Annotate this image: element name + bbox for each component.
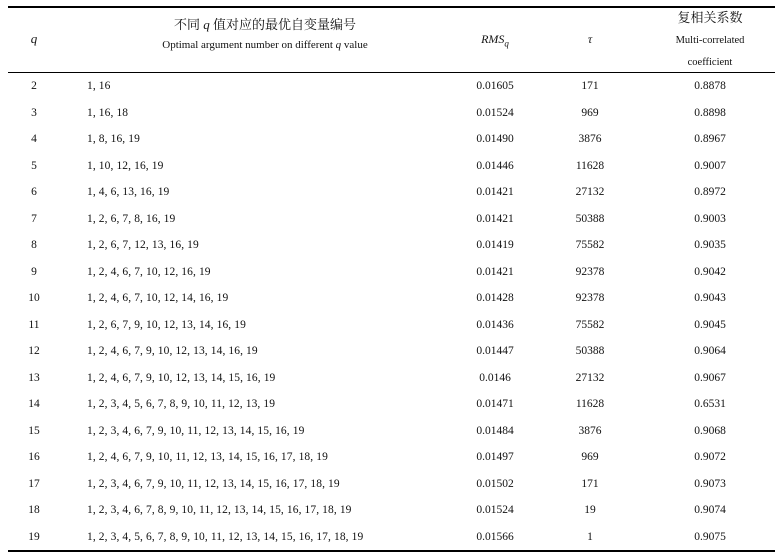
row-optimal-arguments: 1, 2, 4, 6, 7, 10, 12, 16, 19 <box>87 265 211 278</box>
row-tau: 11628 <box>575 159 605 172</box>
row-rms: 0.01484 <box>476 424 514 437</box>
row-rms: 0.01605 <box>476 80 514 92</box>
row-q: 9 <box>31 265 37 278</box>
row-correlation: 0.9067 <box>694 371 726 384</box>
header-optimal-zh-post: 值对应的最优自变量编号 <box>213 17 357 32</box>
row-rms: 0.01566 <box>476 530 514 543</box>
row-correlation: 0.9045 <box>694 318 726 331</box>
row-q: 12 <box>28 345 40 357</box>
row-correlation: 0.9003 <box>694 212 726 225</box>
row-optimal-arguments: 1, 16 <box>87 80 111 92</box>
table-row <box>0 497 781 524</box>
row-tau: 50388 <box>575 345 605 357</box>
row-tau: 27132 <box>575 186 605 198</box>
row-optimal-arguments: 1, 2, 3, 4, 6, 7, 9, 10, 11, 12, 13, 14, 15, 16, 17, 18, 19 <box>87 477 340 490</box>
row-q: 11 <box>28 318 40 331</box>
row-q: 7 <box>31 212 37 225</box>
header-mcc-en-2: coefficient <box>687 57 733 68</box>
row-correlation: 0.8898 <box>694 106 726 119</box>
table-row <box>0 259 781 286</box>
header-optimal-en-pre: Optimal argument number on different <box>162 39 333 51</box>
row-optimal-arguments: 1, 2, 6, 7, 12, 13, 16, 19 <box>87 239 199 251</box>
table-row <box>0 471 781 498</box>
header-optimal-en <box>80 36 450 54</box>
row-correlation: 0.9035 <box>694 239 726 251</box>
row-q: 15 <box>28 424 40 437</box>
row-q: 3 <box>31 106 37 119</box>
header-optimal-zh-q: q <box>203 17 210 32</box>
row-correlation: 0.9064 <box>694 345 726 357</box>
table-row <box>0 312 781 339</box>
row-tau: 3876 <box>578 133 602 145</box>
row-tau: 3876 <box>578 424 602 437</box>
row-correlation: 0.8967 <box>694 133 726 145</box>
row-tau: 27132 <box>575 371 605 384</box>
row-q: 18 <box>28 504 40 516</box>
row-optimal-arguments: 1, 10, 12, 16, 19 <box>87 159 164 172</box>
row-q: 17 <box>28 477 40 490</box>
table-row <box>0 418 781 445</box>
row-q: 13 <box>28 371 40 384</box>
row-q: 5 <box>31 159 37 172</box>
row-tau: 969 <box>581 451 599 463</box>
row-rms: 0.01436 <box>476 318 514 331</box>
row-rms: 0.01446 <box>476 159 514 172</box>
row-tau: 92378 <box>575 292 605 304</box>
row-correlation: 0.9007 <box>694 159 726 172</box>
row-tau: 92378 <box>575 265 605 278</box>
row-tau: 969 <box>581 106 599 119</box>
header-tau: τ <box>587 32 593 46</box>
row-q: 4 <box>31 133 37 145</box>
row-rms: 0.01471 <box>476 398 514 410</box>
table-row <box>0 153 781 180</box>
table-row <box>0 365 781 392</box>
table-row <box>0 338 781 365</box>
table-row <box>0 179 781 206</box>
row-tau: 75582 <box>575 318 605 331</box>
table-row <box>0 232 781 259</box>
row-correlation: 0.9043 <box>694 292 726 304</box>
row-optimal-arguments: 1, 2, 4, 6, 7, 9, 10, 12, 13, 14, 16, 19 <box>87 345 258 357</box>
row-optimal-arguments: 1, 2, 3, 4, 6, 7, 8, 9, 10, 11, 12, 13, 14, 15, 16, 17, 18, 19 <box>87 504 352 516</box>
row-q: 8 <box>31 239 37 251</box>
row-optimal-arguments: 1, 2, 4, 6, 7, 9, 10, 11, 12, 13, 14, 15, 16, 17, 18, 19 <box>87 451 328 463</box>
row-rms: 0.01524 <box>476 504 514 516</box>
table-row <box>0 126 781 153</box>
row-tau: 171 <box>581 477 599 490</box>
header-mcc-zh: 复相关系数 <box>677 10 743 25</box>
row-tau: 50388 <box>575 212 605 225</box>
row-rms: 0.01502 <box>476 477 514 490</box>
row-correlation: 0.6531 <box>694 398 726 410</box>
header-multi-correlated <box>640 6 780 74</box>
row-correlation: 0.9072 <box>694 451 726 463</box>
header-mcc-en-1: Multi-correlated <box>675 35 745 46</box>
table-row <box>0 524 781 551</box>
table-row <box>0 73 781 100</box>
row-optimal-arguments: 1, 2, 3, 4, 5, 6, 7, 8, 9, 10, 11, 12, 13, 14, 15, 16, 17, 18, 19 <box>87 530 364 543</box>
row-q: 10 <box>28 292 40 304</box>
row-correlation: 0.9074 <box>694 504 726 516</box>
row-q: 16 <box>28 451 40 463</box>
row-q: 19 <box>28 530 40 543</box>
row-optimal-arguments: 1, 16, 18 <box>87 106 129 119</box>
row-correlation: 0.9068 <box>694 424 726 437</box>
header-rms-label: RMS <box>481 32 505 46</box>
row-optimal-arguments: 1, 2, 4, 6, 7, 10, 12, 14, 16, 19 <box>87 292 229 304</box>
row-correlation: 0.9042 <box>694 265 726 278</box>
row-q: 6 <box>31 186 37 198</box>
header-optimal-argument <box>80 14 450 54</box>
row-rms: 0.01524 <box>476 106 514 119</box>
row-rms: 0.01421 <box>476 186 514 198</box>
row-rms: 0.01490 <box>476 133 514 145</box>
row-rms: 0.0146 <box>479 371 511 384</box>
row-optimal-arguments: 1, 4, 6, 13, 16, 19 <box>87 186 170 198</box>
row-correlation: 0.9073 <box>694 477 726 490</box>
table-bottom-rule <box>8 550 775 552</box>
row-optimal-arguments: 1, 8, 16, 19 <box>87 133 140 145</box>
row-rms: 0.01421 <box>476 212 514 225</box>
row-q: 14 <box>28 398 40 410</box>
row-correlation: 0.8972 <box>694 186 726 198</box>
row-correlation: 0.8878 <box>694 80 726 92</box>
row-tau: 11628 <box>575 398 605 410</box>
row-tau: 1 <box>587 530 593 543</box>
row-optimal-arguments: 1, 2, 3, 4, 5, 6, 7, 8, 9, 10, 11, 12, 13, 19 <box>87 398 276 410</box>
header-q: q <box>30 31 38 46</box>
header-optimal-zh-pre: 不同 <box>173 17 200 32</box>
table-row <box>0 285 781 312</box>
row-optimal-arguments: 1, 2, 3, 4, 6, 7, 9, 10, 11, 12, 13, 14, 15, 16, 19 <box>87 424 305 437</box>
row-q: 2 <box>31 80 37 92</box>
row-rms: 0.01497 <box>476 451 514 463</box>
row-rms: 0.01421 <box>476 265 514 278</box>
row-tau: 75582 <box>575 239 605 251</box>
header-rms <box>455 32 535 48</box>
row-rms: 0.01428 <box>476 292 514 304</box>
row-rms: 0.01447 <box>476 345 514 357</box>
header-optimal-en-post: value <box>343 39 368 51</box>
row-optimal-arguments: 1, 2, 6, 7, 8, 16, 19 <box>87 212 176 225</box>
table-row <box>0 444 781 471</box>
table-row <box>0 391 781 418</box>
row-optimal-arguments: 1, 2, 4, 6, 7, 9, 10, 12, 13, 14, 15, 16, 19 <box>87 371 276 384</box>
table-row <box>0 206 781 233</box>
header-rms-sub: q <box>504 38 509 49</box>
header-optimal-zh <box>80 14 450 36</box>
row-rms: 0.01419 <box>476 239 514 251</box>
row-tau: 171 <box>581 80 599 92</box>
row-optimal-arguments: 1, 2, 6, 7, 9, 10, 12, 13, 14, 16, 19 <box>87 318 246 331</box>
table-row <box>0 100 781 127</box>
row-tau: 19 <box>584 504 596 516</box>
row-correlation: 0.9075 <box>694 530 726 543</box>
header-optimal-en-q: q <box>335 39 342 51</box>
